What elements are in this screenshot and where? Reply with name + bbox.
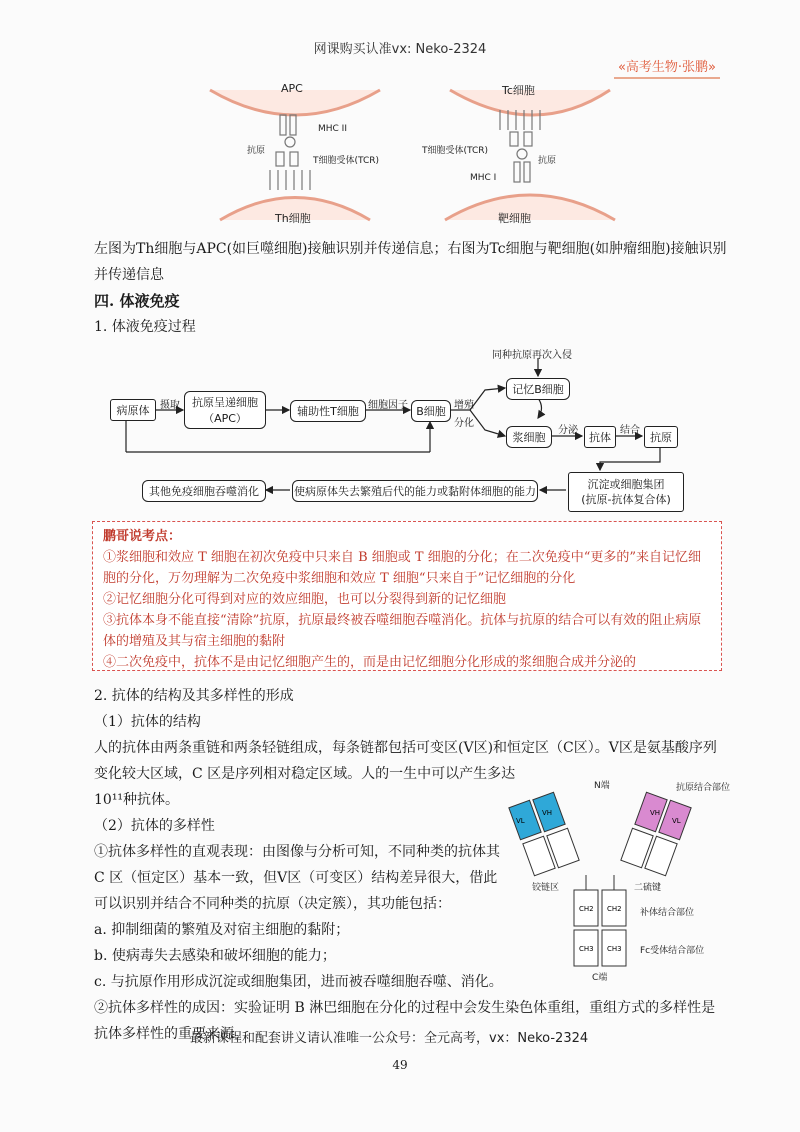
bottom-watermark: 最新课程和配套讲义请认准唯一公众号：全元高考，vx：Neko-2324	[190, 1031, 589, 1046]
structure-text-2: 10¹¹种抗体。	[94, 792, 180, 808]
proliferate-label: 增殖	[454, 400, 474, 411]
flow-arrows	[0, 0, 800, 520]
differentiate-label: 分化	[454, 418, 474, 429]
complex-line1: 沉淀或细胞集团	[587, 478, 665, 491]
right-tcr-label: T细胞受体(TCR)	[422, 146, 489, 156]
note-item: ①浆细胞和效应 T 细胞在初次免疫中只来自 B 细胞或 T 细胞的分化；在二次免疫中“更多的”来自记忆细胞的分化，万勿理解为二次免疫中浆细胞和效应 T 细胞“只来自于”记忆细胞的分化	[103, 550, 701, 586]
bind-label: 结合	[620, 425, 640, 436]
complex-line2: (抗原-抗体复合体)	[581, 493, 671, 506]
vl-left-label: VL	[516, 817, 525, 825]
antibody-box: 抗体	[584, 426, 616, 448]
phagocytose-box: 其他免疫细胞吞噬消化	[142, 480, 266, 502]
tc-label: Tc细胞	[502, 84, 535, 97]
vh-left-label: VH	[542, 809, 553, 817]
note-item: ②记忆细胞分化可得到对应的效应细胞，也可以分裂得到新的记忆细胞	[103, 592, 507, 607]
diversity-text: ①抗体多样性的直观表现：由图像与分析可知，不同种类的抗体其 C 区（恒定区）基本一致，但V区（可变区）结构差异很大，借此可以识别并结合不同种类的抗原（决定簇），其功能包括：	[94, 844, 500, 912]
function-a: a. 抑制细菌的繁殖及对宿主细胞的黏附；	[94, 922, 350, 938]
section-title: 四. 体液免疫	[94, 292, 180, 310]
subsection-title: 1. 体液免疫过程	[94, 319, 196, 335]
right-antigen-label: 抗原	[538, 156, 557, 166]
ch2-right-label: CH2	[607, 905, 622, 913]
th-label: Th细胞	[275, 212, 311, 225]
left-antigen-label: 抗原	[247, 146, 266, 156]
ch2-left-label: CH2	[579, 905, 594, 913]
cause-text: ②抗体多样性的成因：实验证明 B 淋巴细胞在分化的过程中会发生染色体重组，重组方式的多样性是抗体多样性的重要来源。	[94, 1000, 716, 1042]
uptake-label: 摄取	[160, 400, 180, 411]
function-b: b. 使病毒失去感染和破坏细胞的能力；	[94, 948, 336, 964]
vh-right-label: VH	[650, 809, 661, 817]
disulfide-label: 二硫键	[634, 883, 662, 893]
top-watermark: 网课购买认准vx: Neko-2324	[313, 42, 487, 57]
function-c: c. 与抗原作用形成沉淀或细胞集团，进而被吞噬细胞吞噬、消化。	[94, 974, 503, 990]
hinge-label: 铰链区	[532, 883, 560, 893]
ch3-left-label: CH3	[579, 945, 594, 953]
helper-t-box: 辅助性T细胞	[290, 400, 366, 422]
complement-site-label: 补体结合部位	[640, 908, 695, 918]
subsection-title-2: 2. 抗体的结构及其多样性的形成	[94, 688, 294, 704]
subsection-title-2-1: （1）抗体的结构	[94, 714, 201, 730]
fc-site-label: Fc受体结合部位	[640, 946, 705, 956]
subsection-title-2-2: （2）抗体的多样性	[94, 818, 215, 834]
intro-text: 左图为Th细胞与APC(如巨噬细胞)接触识别并传递信息；右图为Tc细胞与靶细胞(如肿瘤细胞)接触识别并传递信息	[94, 241, 727, 283]
apc-box: 抗原呈递细胞（APC）	[184, 391, 266, 429]
apc-label: APC	[281, 82, 303, 95]
note-item: ④二次免疫中，抗体不是由记忆细胞产生的，而是由记忆细胞分化形成的浆细胞合成并分泌的	[103, 655, 637, 670]
vl-right-label: VL	[672, 817, 681, 825]
antigen-box: 抗原	[644, 426, 678, 448]
b-cell-box: B细胞	[411, 400, 451, 422]
plasma-box: 浆细胞	[506, 426, 552, 448]
cytokine-label: 细胞因子	[368, 400, 408, 411]
lose-ability-box: 使病原体失去繁殖后代的能力或黏附体细胞的能力	[292, 480, 538, 502]
secrete-label: 分泌	[558, 425, 578, 436]
note-title: 鹏哥说考点：	[103, 529, 182, 544]
binding-site-label: 抗原结合部位	[676, 783, 731, 793]
left-tcr-label: T细胞受体(TCR)	[313, 156, 380, 166]
c-end-label: C端	[592, 973, 608, 983]
mhc1-label: MHC I	[470, 173, 497, 183]
note-item: ③抗体本身不能直接“清除”抗原，抗原最终被吞噬细胞吞噬消化。抗体与抗原的结合可以有效的阻止病原体的增殖及其与宿主细胞的黏附	[103, 613, 702, 649]
ch3-right-label: CH3	[607, 945, 622, 953]
structure-text: 人的抗体由两条重链和两条轻链组成，每条链都包括可变区(V区)和恒定区（C区）。V区是氨基酸序列变化较大区域，C 区是序列相对稳定区域。人的一生中可以产生多达	[94, 740, 717, 782]
target-label: 靶细胞	[498, 212, 531, 225]
exam-note-box	[92, 521, 722, 671]
brand-tag: «高考生物·张鹏»	[614, 56, 720, 79]
pathogen-box: 病原体	[110, 399, 156, 421]
same-antigen-label: 同种抗原再次入侵	[492, 350, 572, 361]
n-end-label: N端	[594, 781, 610, 791]
complex-box	[568, 472, 684, 512]
memory-b-box: 记忆B细胞	[506, 378, 570, 400]
mhc2-label: MHC II	[318, 124, 347, 134]
page-number: 49	[392, 1058, 408, 1072]
